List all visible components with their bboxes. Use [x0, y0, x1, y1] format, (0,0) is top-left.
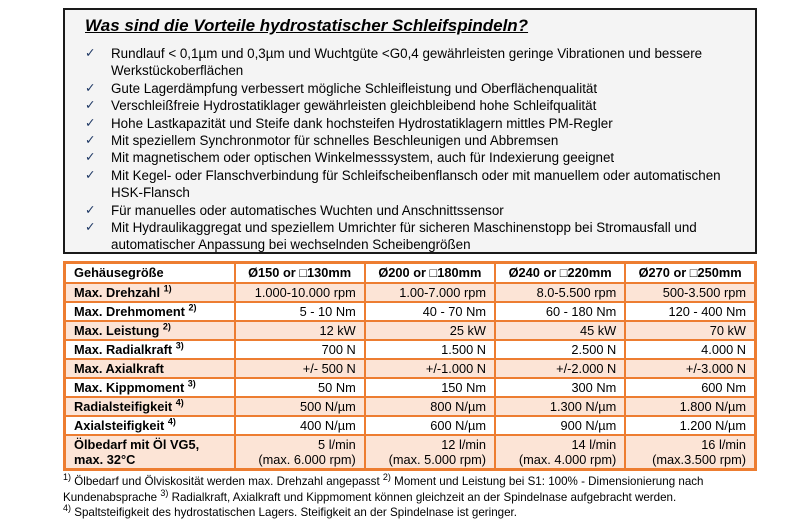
- checkmark-icon: ✓: [85, 80, 96, 95]
- footnote-marker: 3): [187, 378, 196, 389]
- list-item: [85, 132, 743, 149]
- checkmark-icon: ✓: [85, 133, 96, 148]
- row-label: Max. Axialkraft: [65, 359, 235, 378]
- cell-value: 1.00-7.000 rpm: [365, 283, 495, 302]
- cell-value: 50 Nm: [235, 378, 365, 397]
- cell-value: 70 kW: [625, 321, 755, 340]
- cell-value: 16 l/min (max.3.500 rpm): [625, 435, 755, 470]
- cell-value: 8.0-5.500 rpm: [495, 283, 625, 302]
- cell-value: 1.300 N/µm: [495, 397, 625, 416]
- footnote-marker: 4): [167, 416, 176, 427]
- footnote-marker: 1): [63, 472, 72, 483]
- cell-value: 5 - 10 Nm: [235, 302, 365, 321]
- cell-value: 600 Nm: [625, 378, 755, 397]
- spec-table-body: [65, 283, 756, 470]
- table-header-row: [65, 263, 756, 283]
- advantages-box: [63, 8, 757, 254]
- checkmark-icon: ✓: [85, 167, 96, 182]
- cell-value: 40 - 70 Nm: [365, 302, 495, 321]
- cell-value: +/- 500 N: [235, 359, 365, 378]
- row-label: Max. Drehzahl $^{1)}$: [65, 283, 235, 302]
- header-col-4: Ø270 or □250mm: [625, 263, 755, 283]
- footnote-line: $^{1)}$ Ölbedarf und Ölviskosität werden max. Drehzahl angepasst $^{2)}$ Moment und Leistung bei S1: 100% - Dimensionierung nach Kundenabsprache $^{3)}$ Radialkraft, Axialkraft und Kippmoment können gleichzeit an der Spindelnase aufgebracht werden.: [63, 472, 704, 504]
- footnote-line: $^{4)}$ Spaltsteifigkeit des hydrostatischen Lagers. Steifigkeit an der Spindelnase ist geringer.: [63, 503, 517, 519]
- cell-value: 5 l/min (max. 6.000 rpm): [235, 435, 365, 470]
- list-item: [85, 115, 743, 132]
- cell-value: 12 l/min (max. 5.000 rpm): [365, 435, 495, 470]
- cell-value: 45 kW: [495, 321, 625, 340]
- cell-value: 25 kW: [365, 321, 495, 340]
- footnote-marker: 3): [175, 340, 184, 351]
- page-title: Was sind die Vorteile hydrostatischer Schleifspindeln?: [85, 16, 529, 35]
- row-label: Radialsteifigkeit $^{4)}$: [65, 397, 235, 416]
- list-item: [85, 97, 743, 114]
- advantages-list: [85, 45, 743, 254]
- row-label: Axialsteifigkeit $^{4)}$: [65, 416, 235, 435]
- cell-value: 150 Nm: [365, 378, 495, 397]
- cell-value: 400 N/µm: [235, 416, 365, 435]
- list-item: [85, 45, 743, 80]
- cell-value: +/-3.000 N: [625, 359, 755, 378]
- cell-value: 1.800 N/µm: [625, 397, 755, 416]
- table-row: [65, 321, 756, 340]
- footnotes: [63, 474, 757, 521]
- spec-table: [63, 261, 757, 471]
- bullet-text: Gute Lagerdämpfung verbessert mögliche Schleifleistung und Oberflächenqualität: [111, 80, 598, 96]
- cell-value: 2.500 N: [495, 340, 625, 359]
- bullet-text: Mit magnetischem oder optischen Winkelmesssystem, auch für Indexierung geeignet: [111, 150, 615, 166]
- table-row: [65, 416, 756, 435]
- cell-value: 800 N/µm: [365, 397, 495, 416]
- cell-value: 4.000 N: [625, 340, 755, 359]
- checkmark-icon: ✓: [85, 98, 96, 113]
- list-item: [85, 149, 743, 166]
- list-item: [85, 202, 743, 219]
- cell-value: 300 Nm: [495, 378, 625, 397]
- cell-value: 500-3.500 rpm: [625, 283, 755, 302]
- footnote-marker: 2): [162, 321, 171, 332]
- table-row: [65, 340, 756, 359]
- footnote-marker: 4): [175, 397, 184, 408]
- bullet-text: Mit speziellem Synchronmotor für schnelles Beschleunigen und Abbremsen: [111, 133, 559, 149]
- cell-value: 1.000-10.000 rpm: [235, 283, 365, 302]
- bullet-text: Mit Kegel- oder Flanschverbindung für Schleifscheibenflansch oder mit manuellem oder automatischen HSK-Flansch: [111, 167, 721, 201]
- cell-value: 500 N/µm: [235, 397, 365, 416]
- footnote-marker: 1): [163, 283, 172, 294]
- footnote-marker: 2): [382, 472, 391, 483]
- cell-value: 1.200 N/µm: [625, 416, 755, 435]
- checkmark-icon: ✓: [85, 202, 96, 217]
- bullet-text: Rundlauf < 0,1µm und 0,3µm und Wuchtgüte <G0,4 gewährleisten geringe Vibrationen und bessere Werkstückoberflächen: [111, 46, 703, 79]
- table-row: [65, 435, 756, 470]
- checkmark-icon: ✓: [85, 115, 96, 130]
- bullet-text: Mit Hydraulikaggregat und speziellem Umrichter für sicheren Maschinenstopp bei Stromausfall und automatischer Anpassung bei wechselnden Scheibengrößen: [111, 220, 697, 253]
- row-label: Max. Kippmoment $^{3)}$: [65, 378, 235, 397]
- spec-table-head: [65, 263, 756, 283]
- table-row: [65, 378, 756, 397]
- table-row: [65, 397, 756, 416]
- cell-value: 600 N/µm: [365, 416, 495, 435]
- list-item: [85, 80, 743, 97]
- bullet-text: Verschleißfreie Hydrostatiklager gewährleisten gleichbleibend hohe Schleifqualität: [111, 98, 597, 114]
- header-col-2: Ø200 or □180mm: [365, 263, 495, 283]
- cell-value: 12 kW: [235, 321, 365, 340]
- bullet-text: Für manuelles oder automatisches Wuchten und Anschnittssensor: [111, 202, 504, 218]
- cell-value: 900 N/µm: [495, 416, 625, 435]
- list-item: [85, 219, 743, 254]
- footnote-marker: 4): [63, 503, 72, 514]
- cell-value: 14 l/min (max. 4.000 rpm): [495, 435, 625, 470]
- checkmark-icon: ✓: [85, 150, 96, 165]
- checkmark-icon: ✓: [85, 220, 96, 235]
- header-col-3: Ø240 or □220mm: [495, 263, 625, 283]
- row-label: Ölbedarf mit Öl VG5, max. 32°C: [65, 435, 235, 470]
- footnote-marker: 3): [160, 487, 169, 498]
- checkmark-icon: ✓: [85, 46, 96, 60]
- row-label: Max. Drehmoment $^{2)}$: [65, 302, 235, 321]
- cell-value: +/-2.000 N: [495, 359, 625, 378]
- header-col-1: Ø150 or □130mm: [235, 263, 365, 283]
- bullet-text: Hohe Lastkapazität und Steife dank hochsteifen Hydrostatiklagern mittles PM-Regler: [111, 115, 613, 131]
- cell-value: 700 N: [235, 340, 365, 359]
- row-label: Max. Radialkraft $^{3)}$: [65, 340, 235, 359]
- list-item: [85, 167, 743, 202]
- header-housing-size: Gehäusegröße: [65, 263, 235, 283]
- cell-value: +/-1.000 N: [365, 359, 495, 378]
- table-row: [65, 302, 756, 321]
- footnote-marker: 2): [188, 302, 197, 313]
- table-row: [65, 359, 756, 378]
- cell-value: 120 - 400 Nm: [625, 302, 755, 321]
- cell-value: 1.500 N: [365, 340, 495, 359]
- cell-value: 60 - 180 Nm: [495, 302, 625, 321]
- row-label: Max. Leistung $^{2)}$: [65, 321, 235, 340]
- table-row: [65, 283, 756, 302]
